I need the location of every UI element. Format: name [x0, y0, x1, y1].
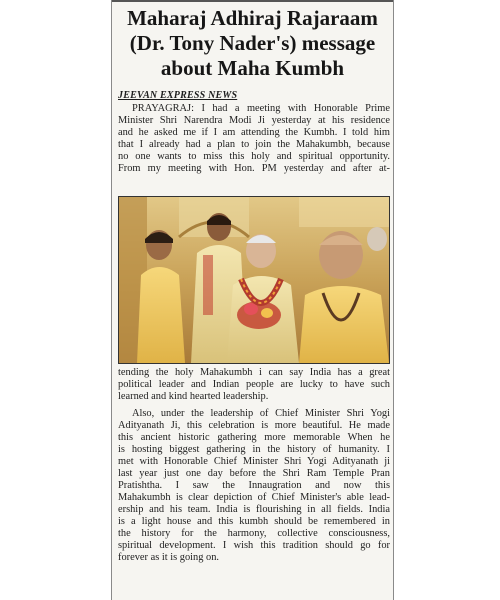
text-line: no one wants to miss this holy and spiritual opportunity.	[118, 151, 390, 162]
text-line: Also, under the leadership of Chief Minister Shri Yogi	[132, 408, 390, 419]
headline	[114, 6, 391, 81]
paragraph-2	[118, 367, 390, 403]
text-line: this ancient historic gathering more memorable When he	[118, 432, 390, 443]
headline-line: Maharaj Adhiraj Rajaraam	[127, 6, 378, 30]
source-credit: JEEVAN EXPRESS NEWS	[118, 90, 238, 101]
text-line: ership and his team. India is flourishing in all fields. India	[118, 504, 390, 515]
text-line: and he asked me if I am attending the Kumbh. I told him	[118, 127, 390, 138]
text-line: that I already had a plan to join the Mahakumbh, because	[118, 139, 390, 150]
photo-illustration	[119, 197, 389, 363]
text-line: PRAYAGRAJ: I had a meeting with Honorable Prime	[132, 103, 390, 114]
text-line: Minister Shri Narendra Modi Ji yesterday at his residence	[118, 115, 390, 126]
news-column	[111, 0, 394, 600]
text-line: last year just one day before the Shri Ram Temple Pran	[118, 468, 390, 479]
text-line: From my meeting with Hon. PM yesterday and after at-	[118, 163, 390, 174]
headline-line: (Dr. Tony Nader's) message	[129, 31, 376, 55]
text-line: met with Honorable Chief Minister Shri Yogi Adityanath ji	[118, 456, 390, 467]
paragraph-1	[118, 103, 390, 175]
headline-line: about Maha Kumbh	[160, 56, 345, 80]
text-line: Pratishtha. I saw the Innaugration and now this	[118, 480, 390, 491]
text-line: learned and kind hearted leadership.	[118, 391, 269, 402]
text-line: tending the holy Mahakumbh i can say India has a great	[118, 367, 390, 378]
text-line: the history for the harmony, collective consciousness,	[118, 528, 390, 539]
top-rule	[112, 0, 393, 2]
text-line: Adityanath Ji, this celebration is more beautiful. He made	[118, 420, 390, 431]
text-line: is a light house and this kumbh should be remembered in	[118, 516, 390, 527]
text-line: political leader and Indian people are lucky to have such	[118, 379, 390, 390]
text-line: is hosting biggest gathering in the history of humanity. I	[118, 444, 390, 455]
text-line: spiritual development. I wish this tradition should go for	[118, 540, 390, 551]
news-photo	[118, 196, 390, 364]
paragraph-3	[118, 408, 390, 564]
text-line: forever as it is going on.	[118, 552, 219, 563]
text-line: Mahakumbh is clear depiction of Chief Minister's able lead-	[118, 492, 390, 503]
